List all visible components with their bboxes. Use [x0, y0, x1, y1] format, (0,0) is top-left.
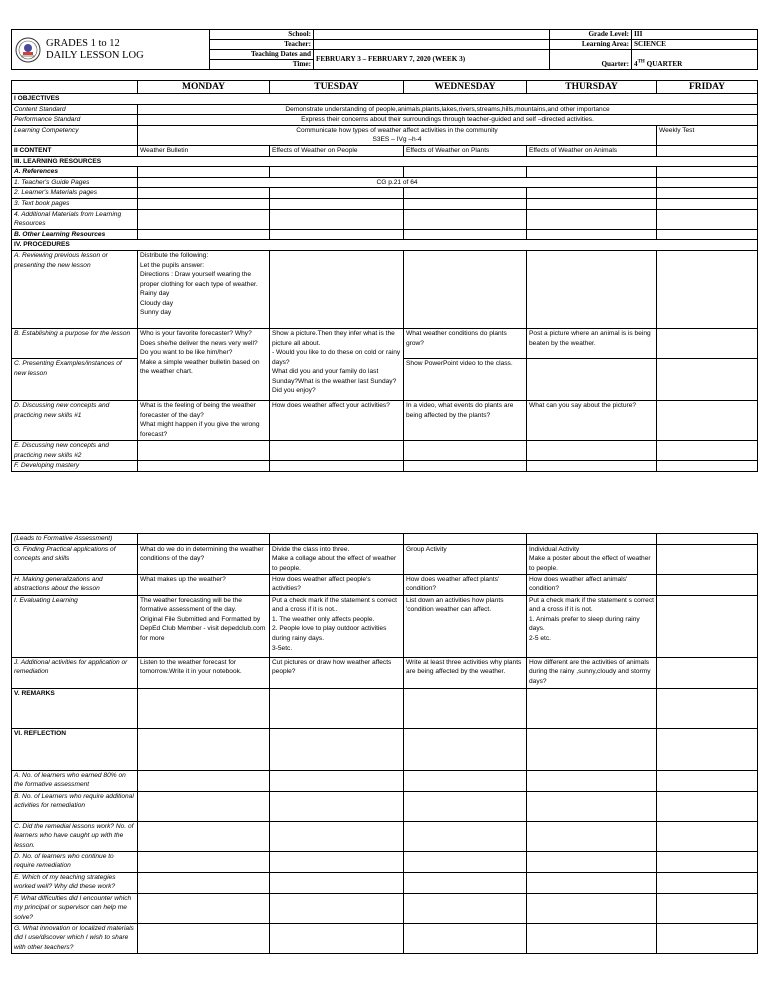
proc-a-monday: Distribute the following: Let the pupils answer: Directions : Draw yourself wearing the proper clothing for each type of weather. Rainy day Cloudy day Sunny day [138, 250, 270, 328]
content-label: II CONTENT [12, 145, 138, 156]
proc-b-thursday: Post a picture where an animal is is being beaten by the weather. [527, 328, 657, 358]
content-tuesday: Effects of Weather on People [270, 145, 404, 156]
proc-f-continued-label: (Leads to Formative Assessment) [12, 534, 138, 545]
proc-g-tuesday: Divide the class into three. Make a collage about the effect of weather to people. [270, 544, 404, 574]
content-wednesday: Effects of Weather on Plants [404, 145, 527, 156]
learning-area-label: Learning Area: [550, 40, 632, 50]
learning-competency-label: Learning Competency [12, 125, 138, 145]
header-logo-cell [12, 30, 210, 70]
proc-e-label: E. Discussing new concepts and practicing new skills #2 [12, 440, 138, 460]
competency-code: S3ES – IVg –h-4 [372, 136, 422, 144]
proc-j-label: J. Additional activities for application or remediation [12, 657, 138, 688]
proc-c-label: C. Presenting Examples/instances of new lesson [12, 358, 138, 400]
lesson-table-page1 [11, 80, 758, 472]
deped-seal-icon [15, 37, 41, 63]
blank-corner [12, 81, 138, 94]
proc-j-thursday: How different are the activities of animals during the rainy ,sunny,cloudy and stormy days? [527, 657, 657, 688]
proc-g-label: G. Finding Practical applications of concepts and skills [12, 544, 138, 574]
textbook-pages-label: 3. Text book pages [12, 198, 138, 209]
proc-b-label: B. Establishing a purpose for the lesson [12, 328, 138, 358]
header-title-line1: GRADES 1 to 12 [46, 37, 120, 49]
quarter-sup: TH [637, 59, 645, 65]
reflection-a-label: A. No. of learners who earned 80% on the formative assessment [12, 770, 138, 791]
grade-level-label: Grade Level: [550, 30, 632, 40]
quarter-num: 4 [634, 60, 638, 68]
reflection-c-label: C. Did the remedial lessons work? No. of learners who have caught up with the lesson. [12, 821, 138, 851]
school-value [314, 30, 550, 40]
reflection-f-label: F. What difficulties did I encounter which my principal or supervisor can help me solve? [12, 893, 138, 923]
content-monday: Weather Bulletin [138, 145, 270, 156]
proc-bc-monday: Who is your favorite forecaster? Why? Does she/he deliver the news very well? Do you want to be like him/her? Make a simple weather bulletin based on the weather chart. [138, 328, 270, 400]
school-label: School: [210, 30, 314, 40]
proc-h-tuesday: How does weather affect people's activities? [270, 574, 404, 595]
quarter-value [632, 50, 758, 70]
performance-standard-value: Express their concerns about their surroundings through teacher-guided and self –directed activities. [138, 115, 758, 126]
proc-h-thursday: How does weather affect animals' condition? [527, 574, 657, 595]
proc-h-monday: What makes up the weather? [138, 574, 270, 595]
day-wednesday: WEDNESDAY [404, 81, 527, 94]
proc-i-wednesday: List down an activities how plants 'condition weather can affect. [404, 595, 527, 657]
proc-h-wednesday: How does weather affect plants' condition? [404, 574, 527, 595]
day-friday: FRIDAY [657, 81, 758, 94]
content-thursday: Effects of Weather on Animals [527, 145, 657, 156]
days-header-row [12, 81, 758, 94]
day-thursday: THURSDAY [527, 81, 657, 94]
header-title-line2: DAILY LESSON LOG [46, 49, 144, 61]
objectives-heading: I OBJECTIVES [12, 94, 758, 105]
proc-i-monday: The weather forecasting will be the formative assessment of the day. Original File Submitted and Formatted by DepEd Club Member - visit depedclub.com for more [138, 595, 270, 657]
proc-j-wednesday: Write at least three activities why plants are being affected by the weather. [404, 657, 527, 688]
friday-weekly-test: Weekly Test [657, 125, 758, 145]
proc-i-label: I. Evaluating Learning [12, 595, 138, 657]
grade-level-value: III [632, 30, 758, 40]
proc-b-wednesday: What weather conditions do plants grow? [404, 328, 527, 358]
proc-j-tuesday: Cut pictures or draw how weather affects people? [270, 657, 404, 688]
reflection-label: VI. REFLECTION [12, 728, 138, 770]
content-friday [657, 145, 758, 156]
proc-f-label: F. Developing mastery [12, 461, 138, 472]
proc-h-label: H. Making generalizations and abstractions about the lesson [12, 574, 138, 595]
additional-materials-label: 4. Additional Materials from Learning Resources [12, 209, 138, 229]
dates-label [210, 50, 314, 60]
proc-g-wednesday: Group Activity [404, 544, 527, 574]
teachers-guide-label: 1. Teacher's Guide Pages [12, 177, 138, 188]
content-standard-value: Demonstrate understanding of people,animals,plants,lakes,rivers,streams,hills,mountains,and other importance [138, 104, 758, 115]
reflection-d-label: D. No. of learners who continue to require remediation [12, 851, 138, 872]
other-resources-label: B. Other Learning Resources [12, 229, 138, 240]
content-standard-label: Content Standard [12, 104, 138, 115]
proc-i-thursday: Put a check mark if the statement s correct and a cross if it is not. 1. Animals prefer to sleep during rainy days. 2-5 etc. [527, 595, 657, 657]
teacher-value [314, 40, 550, 50]
performance-standard-label: Performance Standard [12, 115, 138, 126]
resources-heading: III. LEARNING RESOURCES [12, 156, 758, 167]
proc-d-wednesday: In a video, what events do plants are being affected by the plants? [404, 400, 527, 440]
proc-d-tuesday: How does weather affect your activities? [270, 400, 404, 440]
reflection-e-label: E. Which of my teaching strategies worked well? Why did these work? [12, 872, 138, 893]
quarter-label: Quarter: [550, 50, 632, 70]
day-tuesday: TUESDAY [270, 81, 404, 94]
proc-d-thursday: What can you say about the picture? [527, 400, 657, 440]
teachers-guide-value: CG p.21 of 64 [138, 177, 657, 188]
learning-competency-value [138, 125, 657, 145]
proc-a-label: A. Reviewing previous lesson or presenting the new lesson [12, 250, 138, 328]
competency-text: Communicate how types of weather affect activities in the community [296, 126, 498, 134]
proc-d-label: D. Discussing new concepts and practicing new skills #1 [12, 400, 138, 440]
remarks-label: V. REMARKS [12, 688, 138, 728]
proc-c-wednesday: Show PowerPoint video to the class. [404, 358, 527, 400]
dates-value: FEBRUARY 3 – FEBRUARY 7, 2020 (WEEK 3) [314, 50, 550, 70]
reflection-b-label: B. No. of Learners who require additional activities for remediation [12, 791, 138, 821]
day-monday: MONDAY [138, 81, 270, 94]
proc-bc-tuesday: Show a picture.Then they infer what is the picture all about. - Would you like to do these on cold or rainy days? What did you and your family do last Sunday?What is the weather last Sunday?Did you enjoy? [270, 328, 404, 400]
quarter-rest: QUARTER [644, 60, 683, 68]
proc-g-thursday: Individual Activity Make a poster about the effect of weather to people. [527, 544, 657, 574]
proc-d-monday: What is the feeling of being the weather forecaster of the day? What might happen if you give the wrong forecast? [138, 400, 270, 440]
learning-area-value: SCIENCE [632, 40, 758, 50]
references-label: A. References [12, 167, 138, 178]
learners-materials-label: 2. Learner's Materials pages [12, 188, 138, 199]
teacher-label: Teacher: [210, 40, 314, 50]
procedures-heading: IV. PROCEDURES [12, 240, 758, 251]
dates-label-line2: Time: [210, 60, 314, 70]
proc-g-monday: What do we do in determining the weather conditions of the day? [138, 544, 270, 574]
dates-label-line1: Teaching Dates and [250, 50, 311, 58]
lesson-table-page2 [11, 533, 758, 954]
header-table [11, 29, 758, 70]
proc-i-tuesday: Put a check mark if the statement s correct and a cross if it is not.. 1. The weather only affects people. 2. People love to play outdoor activities during rainy days. 3-5etc. [270, 595, 404, 657]
reflection-g-label: G. What innovation or localized materials did I use/discover which I wish to share with other teachers? [12, 923, 138, 953]
proc-j-monday: Listen to the weather forecast for tomorrow.Write it in your notebook. [138, 657, 270, 688]
